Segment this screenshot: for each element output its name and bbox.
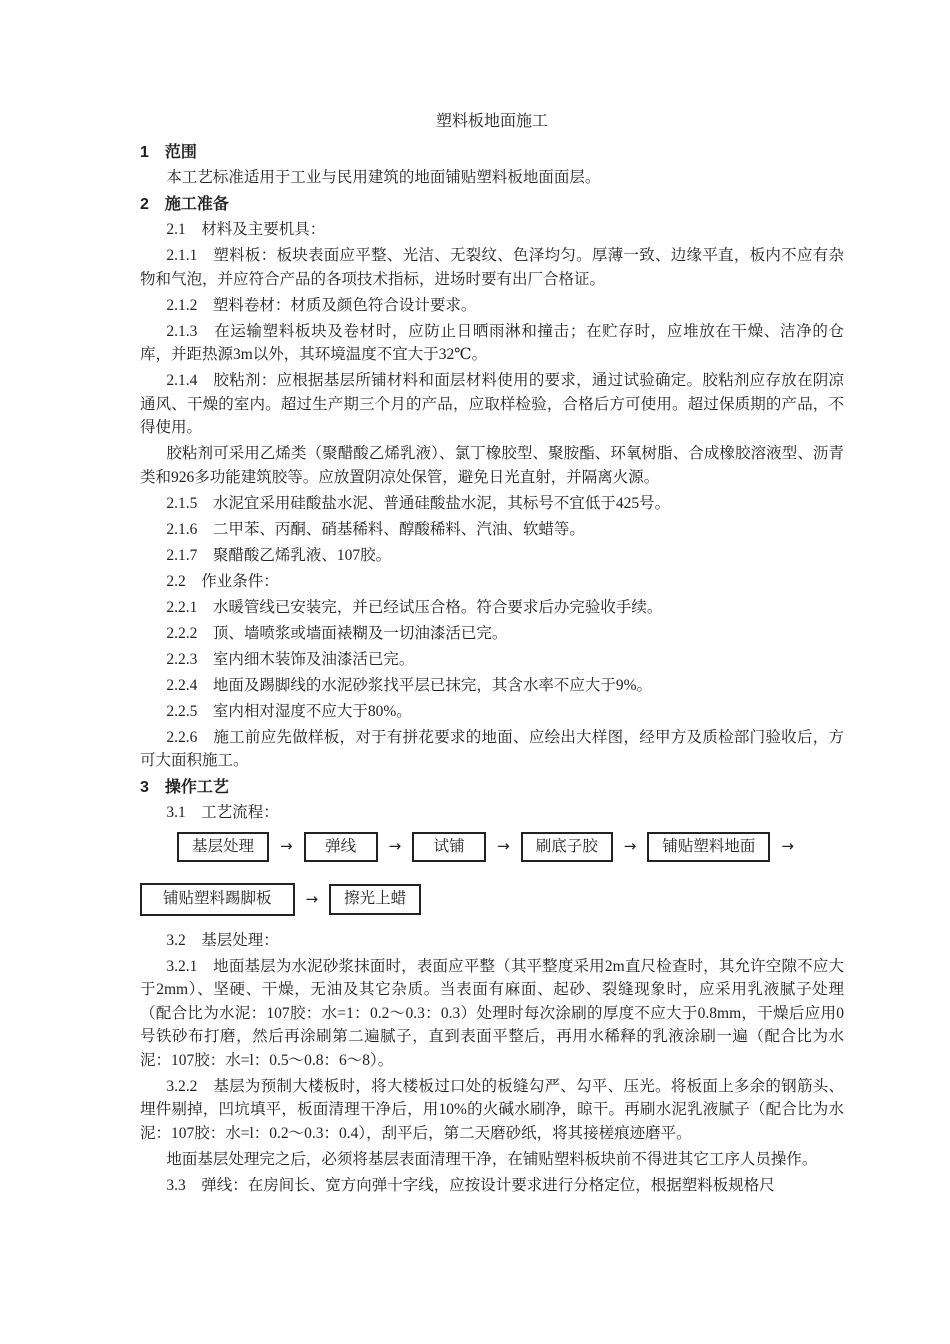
- paragraph: 3.2.1 地面基层为水泥砂浆抹面时，表面应平整（其平整度采用2m直尺检查时，其允许空隙不应大于2mm）、坚硬、干燥，无油及其它杂质。当表面有麻面、起砂、裂缝现象时，应采用乳液腻子处理（配合比为水泥：107胶：水=1：0.2～0.3：0.3）处理时每次涂刷的厚度不应大于0.8mm，干燥后应用0号铁砂布打磨，然后再涂刷第二遍腻子，直到表面平整后，再用水稀释的乳液涂刷一遍（配合比为水泥：107胶：水=l：0.5～0.8：6～8）。: [140, 957, 844, 1069]
- paragraph: 胶粘剂可采用乙烯类（聚醋酸乙烯乳液）、氯丁橡胶型、聚胺酯、环氧树脂、合成橡胶溶液型、沥青类和926多功能建筑胶等。应放置阴凉处保管，避免日光直射，并隔离火源。: [140, 445, 844, 486]
- document-body: [140, 110, 844, 1200]
- flow-step-box: 弹线: [304, 832, 378, 863]
- flow-step-box: 试铺: [412, 832, 486, 863]
- flow-arrow-icon: →: [781, 837, 794, 855]
- flow-step-box: 铺贴塑料地面: [647, 832, 770, 863]
- paragraph: 2.2.4 地面及踢脚线的水泥砂浆找平层已抹完，其含水率不应大于9%。: [166, 676, 653, 694]
- flow-arrow-icon: →: [497, 837, 510, 855]
- flow-arrow-icon: →: [305, 889, 319, 908]
- paragraph: 本工艺标准适用于工业与民用建筑的地面铺贴塑料板地面面层。: [166, 169, 601, 186]
- flow-arrow-icon: →: [623, 837, 637, 855]
- paragraph: 2.2.3 室内细木装饰及油漆活已完。: [166, 650, 415, 668]
- flow-arrow-icon: →: [280, 837, 293, 855]
- document-blocks: [140, 141, 844, 1198]
- paragraph: 2.2.2 顶、墙喷浆或墙面裱糊及一切油漆活已完。: [166, 624, 508, 642]
- flow-step-box: 擦光上蜡: [329, 884, 421, 915]
- paragraph: 2.1.5 水泥宜采用硅酸盐水泥、普通硅酸盐水泥，其标号不宜低于425号。: [166, 494, 671, 512]
- paragraph: 2.1.1 塑料板：板块表面应平整、光洁、无裂纹、色泽均匀。厚薄一致、边缘平直，板内不应有杂物和气泡，并应符合产品的各项技术指标，进场时要有出厂合格证。: [140, 247, 844, 288]
- paragraph: 2.1.7 聚醋酸乙烯乳液、107胶。: [166, 546, 392, 564]
- paragraph: 3.1 工艺流程：: [166, 804, 279, 821]
- paragraph: 2.2.1 水暖管线已安装完，并已经试压合格。符合要求后办完验收手续。: [166, 598, 663, 616]
- section-heading: 1 范围: [140, 143, 197, 161]
- flow-arrow-icon: →: [388, 837, 402, 855]
- paragraph: 3.2 基层处理：: [166, 931, 279, 949]
- paragraph: 2.1.3 在运输塑料板块及卷材时，应防止日晒雨淋和撞击；在贮存时，应堆放在干燥、洁净的仓库，并距热源3m以外，其环境温度不宜大于32℃。: [140, 322, 844, 363]
- paragraph: 3.3 弹线：在房间长、宽方向弹十字线，应按设计要求进行分格定位，根据塑料板规格尺: [166, 1176, 775, 1194]
- process-flow-row-1: [177, 832, 844, 863]
- paragraph: 2.2.6 施工前应先做样板，对于有拼花要求的地面、应绘出大样图，经甲方及质检部门验收后，方可大面积施工。: [140, 728, 844, 769]
- flow-step-box: 基层处理: [177, 832, 269, 863]
- process-flow-row-2: [140, 883, 844, 916]
- paragraph: 2.1.6 二甲苯、丙酮、硝基稀料、醇酸稀料、汽油、软蜡等。: [166, 520, 585, 538]
- section-heading: 3 操作工艺: [140, 778, 229, 796]
- paragraph: 地面基层处理完之后，必须将基层表面清理干净，在铺贴塑料板块前不得进其它工序人员操作。: [166, 1150, 818, 1168]
- section-heading: 2 施工准备: [140, 195, 229, 213]
- paragraph: 2.1 材料及主要机具：: [166, 221, 326, 238]
- flow-step-box: 刷底子胶: [521, 832, 613, 863]
- paragraph: 2.2.5 室内相对湿度不应大于80%。: [166, 702, 412, 720]
- document-title: 塑料板地面施工: [435, 113, 548, 130]
- paragraph: 3.2.2 基层为预制大楼板时，将大楼板过口处的板缝勾严、勾平、压光。将板面上多余的钢筋头、埋件剔掉，凹坑填平，板面清理干净后，用10%的火碱水刷净，晾干。再刷水泥乳液腻子（配合比为水泥：107胶：水=l：0.2～0.3：0.4），刮平后，第二天磨砂纸，将其接槎痕迹磨平。: [140, 1077, 844, 1142]
- paragraph: 2.1.2 塑料卷材：材质及颜色符合设计要求。: [166, 296, 477, 314]
- paragraph: 2.1.4 胶粘剂：应根据基层所铺材料和面层材料使用的要求，通过试验确定。胶粘剂应存放在阴凉通风、干燥的室内。超过生产期三个月的产品，应取样检验，合格后方可使用。超过保质期的产品，不得使用。: [140, 372, 844, 436]
- flow-step-box: 铺贴塑料踢脚板: [140, 883, 295, 916]
- paragraph: 2.2 作业条件：: [166, 572, 279, 590]
